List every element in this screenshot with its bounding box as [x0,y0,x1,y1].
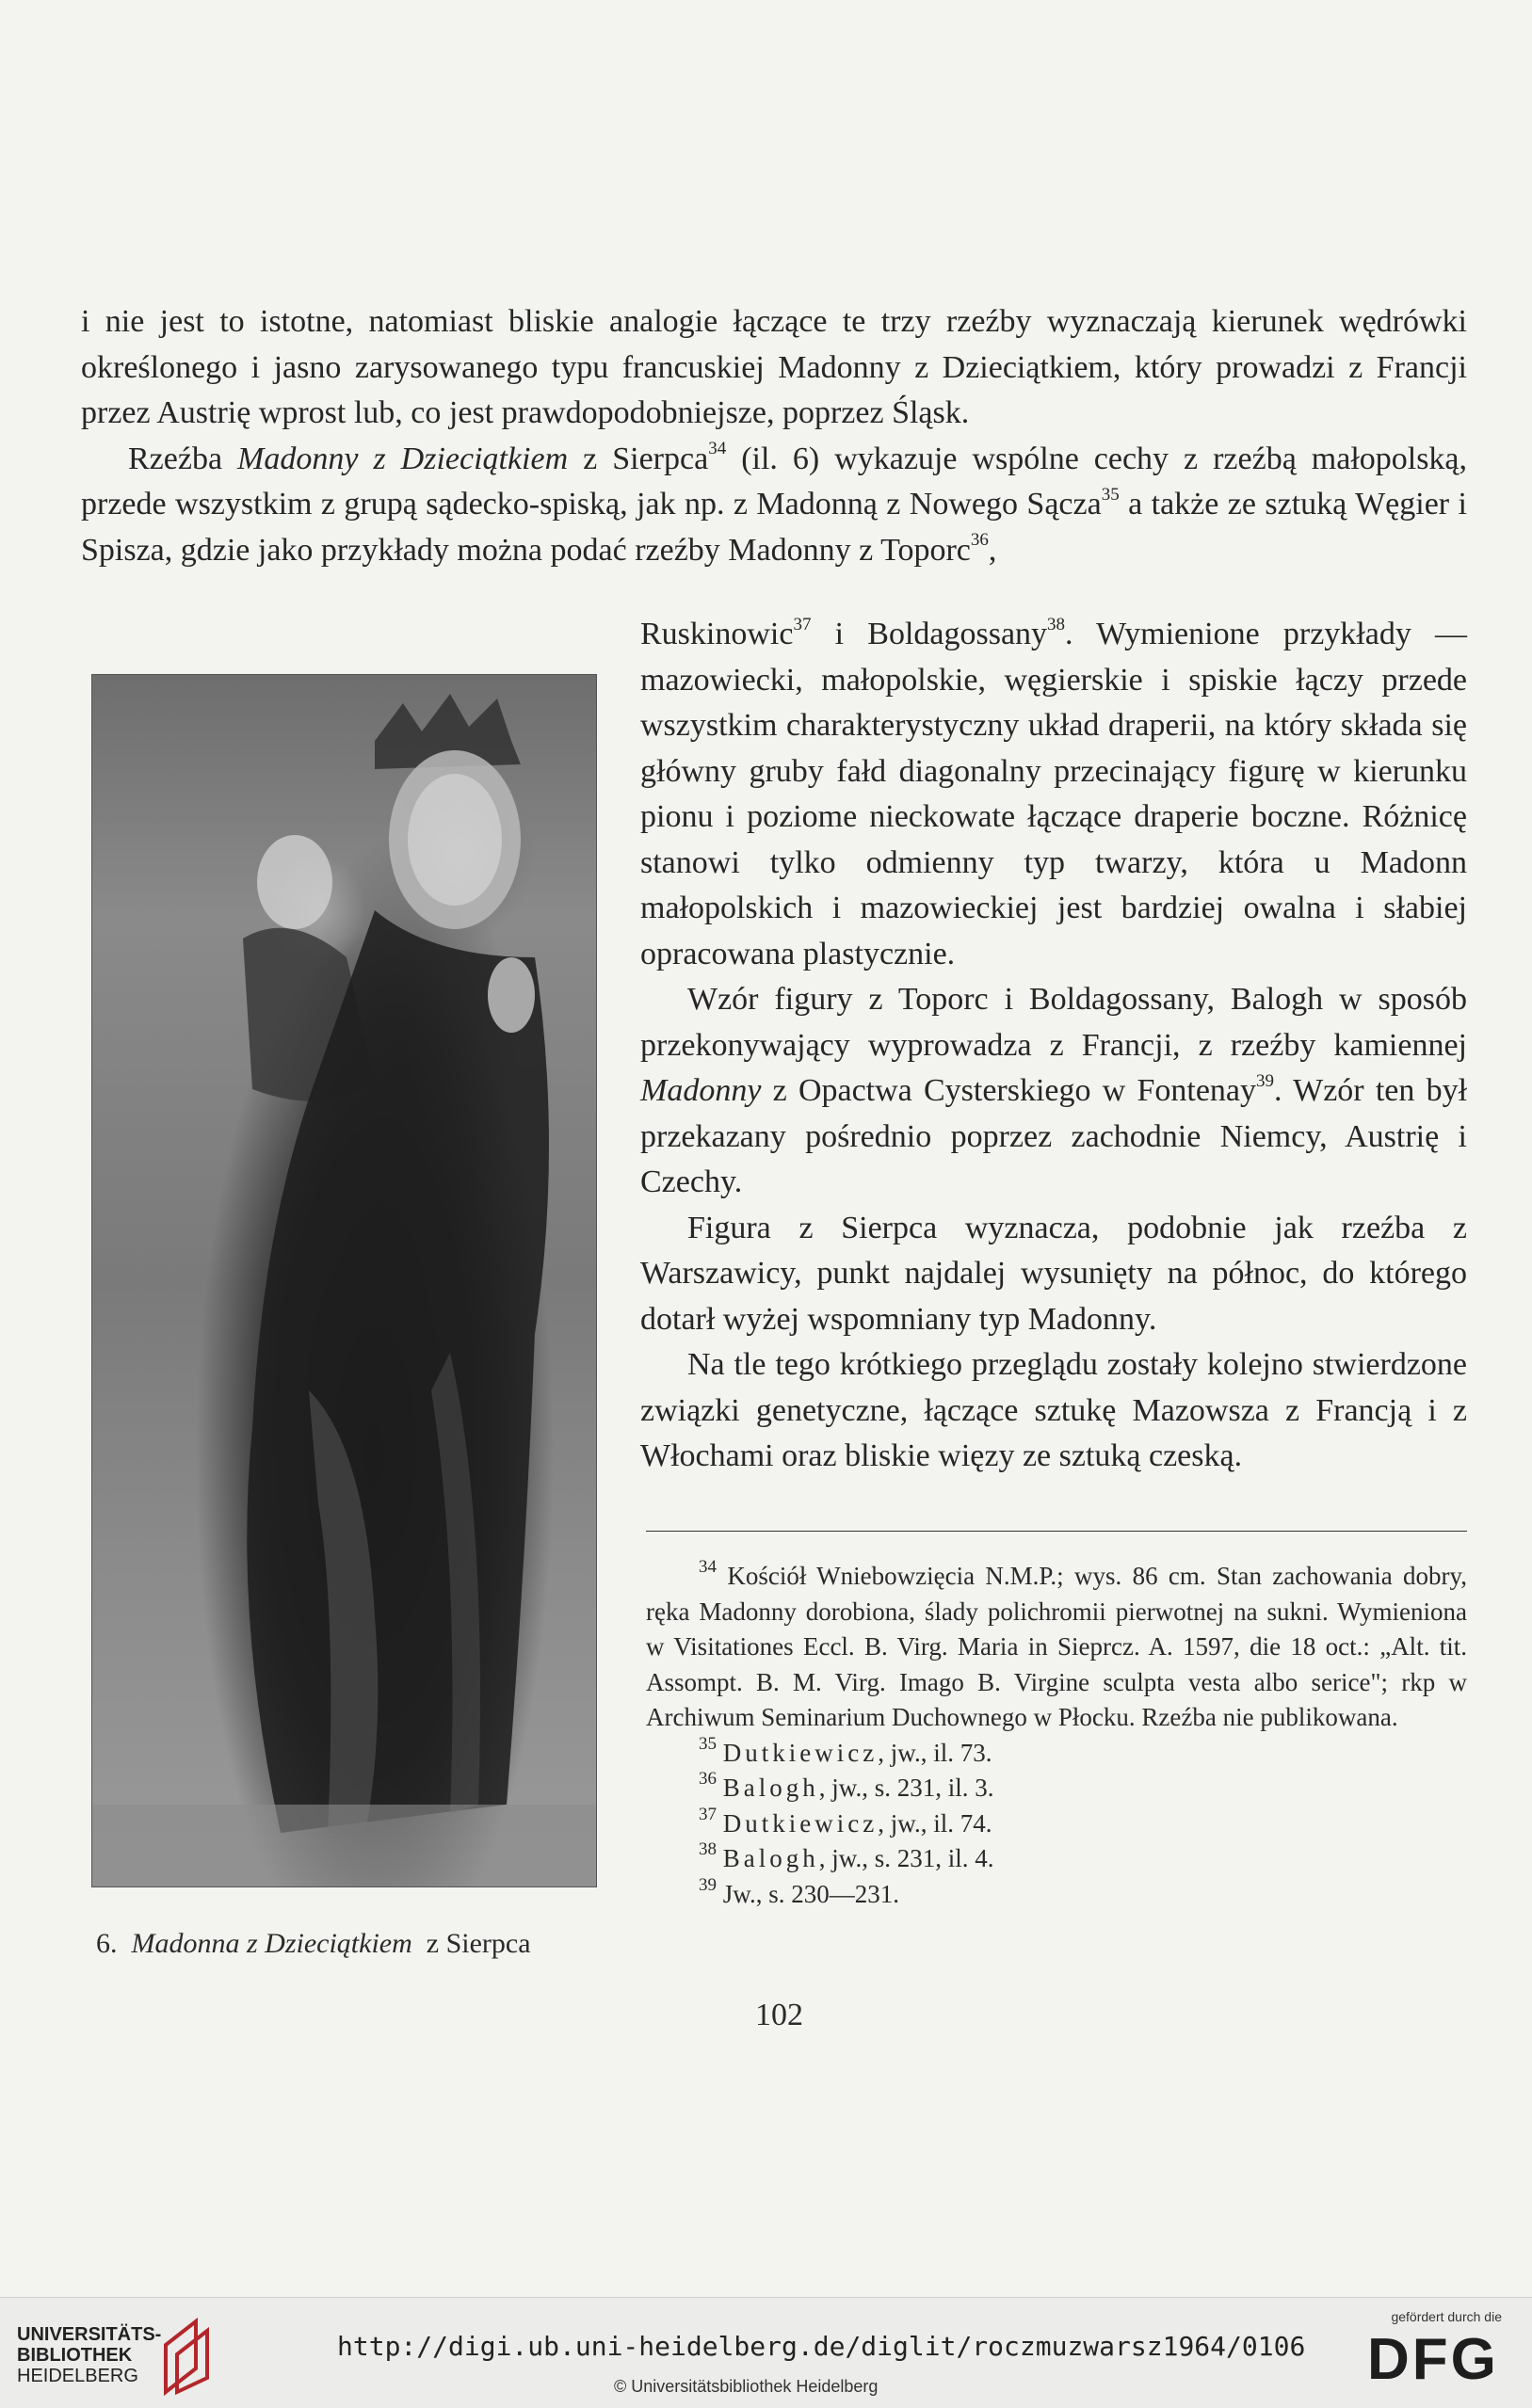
figure-number: 6. [96,1928,118,1959]
paragraph-4: Figura z Sierpca wyznacza, podobnie jak rzeźba z Warszawicy, punkt najdalej wysunięty na północ, do którego dotarł wyżej wspomniany typ Madonny. [640,1210,1467,1337]
footnote-ref-35[interactable]: 35 [1101,484,1120,505]
footnote-divider [646,1531,1467,1532]
paragraph-3: Wzór figury z Toporc i Boldagossany, Balogh w sposób przekonywający wyprowadza z Francji, z rzeźby kamiennej Madonny z Opactwa Cysterskiego w Fontenay$^{39}$. Wzór ten był przekazany pośrednio poprzez zachodnie Niemcy, Austrię i Czechy. [640,982,1468,1199]
italic-title: Madonny z Dzieciątkiem [237,441,569,476]
page-number: 102 [755,1998,803,2032]
paragraph-5: Na tle tego krótkiego przeglądu zostały kolejno stwierdzone związki genetyczne, łączące sztukę Mazowsza z Francją i z Włochami oraz bliskie więzy ze sztuką czeską. [640,1347,1467,1473]
dfg-logo[interactable]: DFG [1367,2327,1499,2392]
paragraph-2: Rzeźba Madonny z Dzieciątkiem z Sierpca$^{34}$ (il. 6) wykazuje wspólne cechy z rzeźbą małopolską, przede wszystkim z grupą sądecko-spiską, jak np. z Madonną z Nowego Sącza$^{35}$ a także ze sztuką Węgier i Spisza, gdzie jako przykłady można podać rzeźby Madonny z Toporc$^{36}$, [81,439,1468,568]
footnote-36: $^{36}$ Balogh, jw., s. 231, il. 3. [699,1769,994,1802]
footnote-ref-34[interactable]: 34 [708,439,727,459]
permalink-url[interactable]: http://digi.ub.uni-heidelberg.de/diglit/roczmuzwarsz1964/0106 [337,2331,1306,2362]
footnote-ref-39[interactable]: 39 [1256,1070,1275,1091]
footnote-34: $^{34}$ Kościół Wniebowzięcia N.M.P.; wys. 86 cm. Stan zachowania dobry, ręka Madonny dorobiona, ślady polichromii pierwotnej na sukni. Wymieniona w Visitationes Eccl. B. Virg. Maria in Sieprcz. A. 1597, die 18 oct.: „Alt. tit. Assompt. B. M. Virg. Imago B. Virgine sculpta vesta albo serice"; rkp w Archiwum Seminarium Duchownego w Płocku. Rzeźba nie publikowana. [646,1557,1468,1731]
body-text-column [640,612,1467,1480]
footnote-ref-37[interactable]: 37 [793,614,812,634]
paragraph-2-continued: Ruskinowic$^{37}$ i Boldagossany$^{38}$. Wymienione przykłady — mazowiecki, małopolskie, węgierskie i spiskie łączy przede wszystkim charakterystyczny układ draperii, na który składa się główny gruby fałd diagonalny przecinający figurę w kierunku pionu i poziome nieckowate łączące draperie boczne. Różnicę stanowi tylko odmienny typ twarzy, która u Madonn małopolskich i mazowieckiej jest bardziej owalna i słabiej opracowana plastycznie. [640,614,1468,971]
footnote-38: $^{38}$ Balogh, jw., s. 231, il. 4. [699,1839,994,1872]
figure-place: z Sierpca [426,1928,531,1959]
paragraph-1: i nie jest to istotne, natomiast bliskie analogie łączące te trzy rzeźby wyznaczają kierunek wędrówki określonego i jasno zarysowanego typu francuskiej Madonny z Dzieciątkiem, który prowadzi z Francji przez Austrię wprost lub, co jest prawdopodobniejsze, poprzez Śląsk. [81,304,1467,430]
footnotes [646,1559,1467,1912]
digitization-footer [0,2297,1532,2408]
body-text-full-width [81,299,1467,573]
statue-silhouette [92,675,596,1886]
footnote-37: $^{37}$ Dutkiewicz, jw., il. 74. [699,1804,992,1838]
footnote-39: $^{39}$ Jw., s. 230—231. [699,1874,900,1908]
footnote-ref-36[interactable]: 36 [970,530,989,551]
library-logo-icon [158,2317,215,2397]
figure-title: Madonna z Dzieciątkiem [131,1928,412,1959]
italic-title: Madonny [640,1073,762,1108]
sponsor-label: gefördert durch die [1391,2309,1502,2324]
footnote-ref-38[interactable]: 38 [1047,614,1066,634]
figure-caption [96,1928,531,1960]
copyright-notice: © Universitätsbibliothek Heidelberg [614,2377,879,2396]
library-name: UNIVERSITÄTS- BIBLIOTHEK HEIDELBERG [17,2324,162,2386]
footnote-35: $^{35}$ Dutkiewicz, jw., il. 73. [699,1733,992,1767]
madonna-photograph [91,674,597,1887]
